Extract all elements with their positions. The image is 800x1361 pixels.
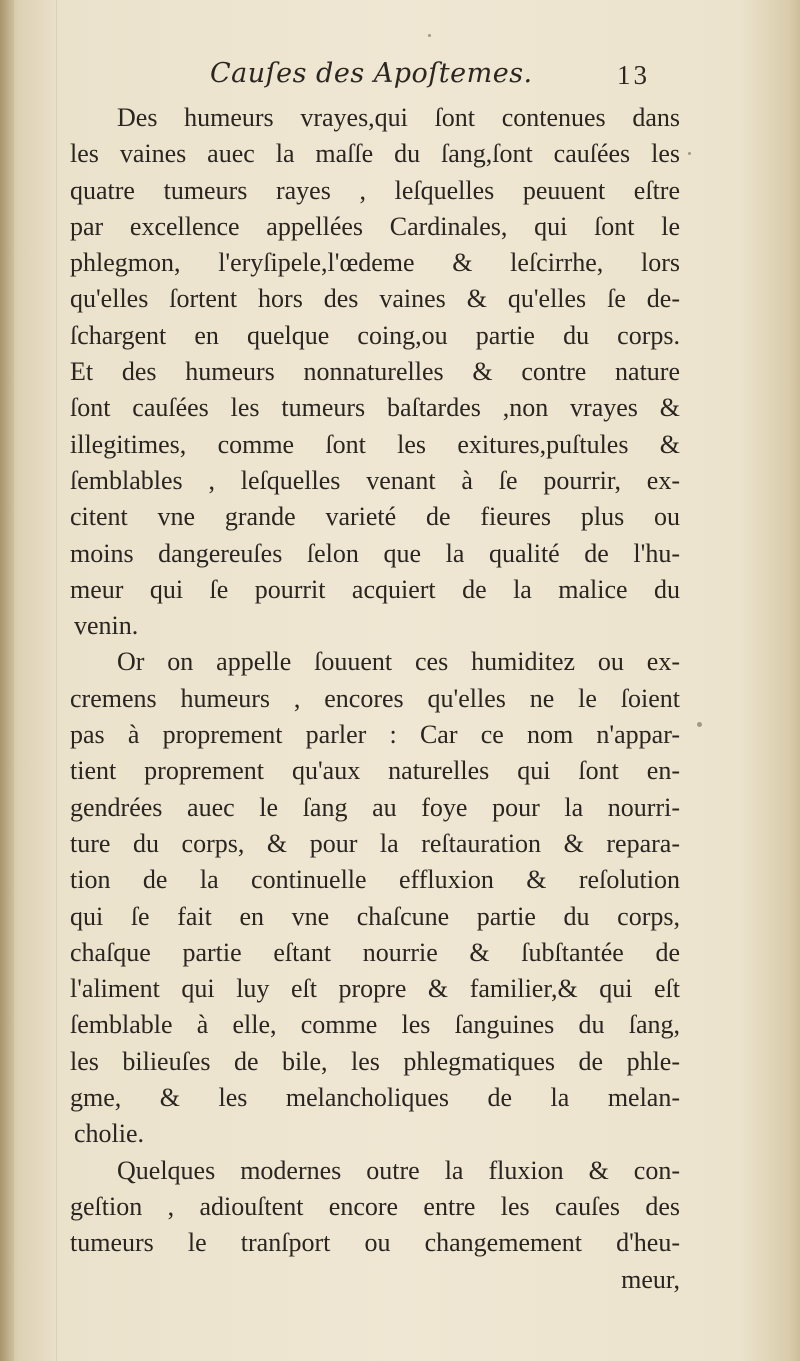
text-line: phlegmon, l'eryſipele,l'œdeme & leſcirrhe, lors	[70, 248, 680, 278]
text-line: moins dangereuſes ſelon que la qualité de l'hu-	[70, 538, 680, 568]
text-line: les vaines auec la maſſe du ſang,ſont cauſées les	[70, 139, 680, 169]
text-line: Des humeurs vrayes,qui ſont contenues dans	[117, 103, 680, 132]
ink-speck	[688, 152, 691, 155]
text-line: tumeurs le tranſport ou changemement d'heu-	[70, 1228, 680, 1258]
text-line: citent vne grande varieté de fieures plus ou	[70, 502, 680, 532]
text-line: chaſque partie eſtant nourrie & ſubſtantée de	[70, 937, 680, 967]
text-line: pas à proprement parler : Car ce nom n'appar-	[70, 720, 680, 750]
text-line: par excellence appellées Cardinales, qui ſont le	[70, 211, 680, 241]
text-line: ſont cauſées les tumeurs baſtardes ,non vrayes &	[70, 393, 680, 423]
text-line: cholie.	[74, 1119, 145, 1149]
text-line: tient proprement qu'aux naturelles qui ſont en-	[70, 756, 680, 786]
text-line: gendrées auec le ſang au foye pour la nourri-	[70, 792, 680, 822]
text-line: Or on appelle ſouuent ces humiditez ou ex-	[117, 647, 680, 677]
text-line: qu'elles ſortent hors des vaines & qu'elles ſe de-	[70, 284, 680, 314]
text-line: qui ſe fait en vne chaſcune partie du corps,	[70, 901, 680, 931]
running-head	[0, 52, 800, 96]
text-line: ſemblables , leſquelles venant à ſe pourrir, ex-	[70, 465, 680, 495]
text-line: les bilieuſes de bile, les phlegmatiques de phle-	[70, 1046, 680, 1076]
ink-speck	[697, 722, 702, 727]
text-line: ſchargent en quelque coing,ou partie du corps.	[70, 320, 680, 350]
ink-speck	[428, 34, 431, 37]
page-gutter	[0, 0, 14, 1361]
text-line: tion de la continuelle effluxion & reſolution	[70, 865, 680, 895]
running-head-title: Cauſes des Apoſtemes.	[210, 58, 533, 89]
text-line: meur,	[621, 1264, 680, 1294]
text-line: cremens humeurs , encores qu'elles ne le ſoient	[70, 683, 680, 713]
page-crease	[56, 0, 57, 1361]
text-line: ture du corps, & pour la reſtauration & repara-	[70, 828, 680, 858]
text-line: Quelques modernes outre la fluxion & con-	[117, 1155, 680, 1185]
text-line: Et des humeurs nonnaturelles & contre nature	[70, 357, 680, 387]
text-line: l'aliment qui luy eſt propre & familier,& qui eſt	[70, 974, 680, 1004]
text-line: ſemblable à elle, comme les ſanguines du ſang,	[70, 1010, 680, 1040]
text-line: geſtion , adiouſtent encore entre les cauſes des	[70, 1191, 680, 1221]
text-line: gme, & les melancholiques de la melan-	[70, 1083, 680, 1113]
text-line: quatre tumeurs rayes , leſquelles peuuent eſtre	[70, 175, 680, 205]
body-text	[70, 100, 680, 1298]
text-line: meur qui ſe pourrit acquiert de la malice du	[70, 574, 680, 604]
page-number: 13	[617, 60, 650, 90]
text-line: illegitimes, comme ſont les exitures,puſtules &	[70, 429, 680, 459]
text-line: venin.	[74, 611, 139, 641]
